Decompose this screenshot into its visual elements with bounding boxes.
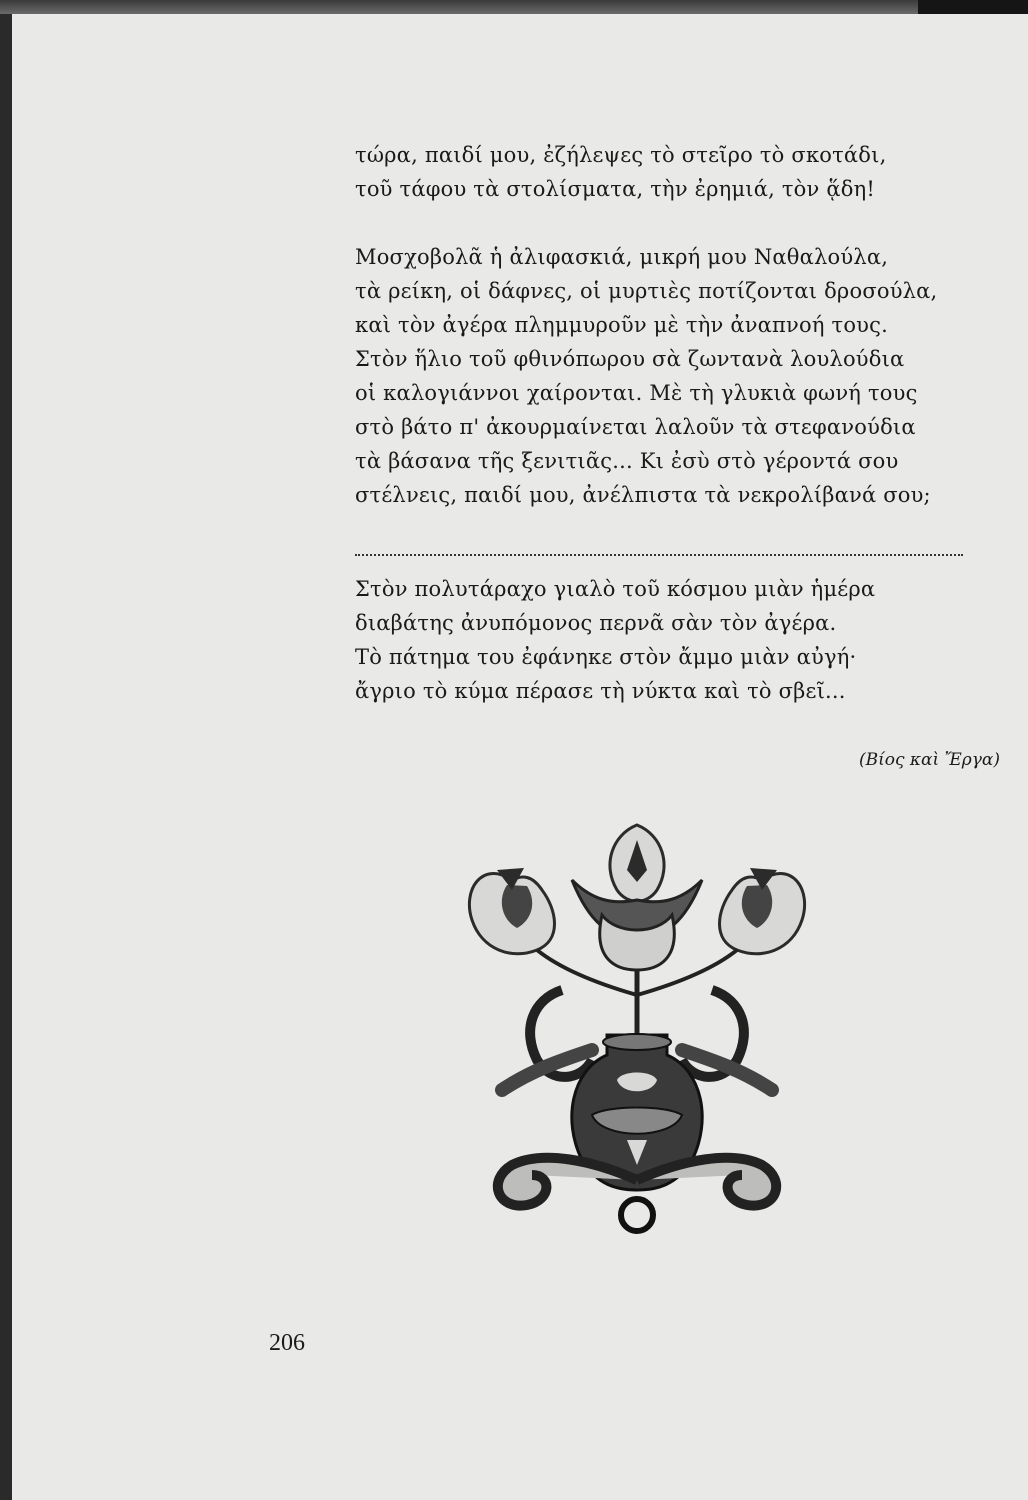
poem-line: ἄγριο τὸ κύμα πέρασε τὴ νύκτα καὶ τὸ σβεῖ... xyxy=(355,679,846,703)
poem-stanza-1 xyxy=(355,138,886,206)
scan-dark-corner xyxy=(918,0,1028,14)
poem-line: τώρα, παιδί μου, ἐζήλεψες τὸ στεῖρο τὸ σκοτάδι, xyxy=(355,143,887,167)
scan-top-edge xyxy=(0,0,1028,14)
poem-line: στέλνεις, παιδί μου, ἀνέλπιστα τὰ νεκρολίβανά σου; xyxy=(355,483,931,507)
poem-line: Στὸν πολυτάραχο γιαλὸ τοῦ κόσμου μιὰν ἡμέρα xyxy=(355,577,876,601)
poem-line: Τὸ πάτημα του ἐφάνηκε στὸν ἄμμο μιὰν αὐγή· xyxy=(355,645,857,669)
poem-line: διαβάτης ἀνυπόμονος περνᾶ σὰν τὸν ἀγέρα. xyxy=(355,611,837,635)
flower-vase-ornament-icon xyxy=(442,820,832,1244)
poem-line: Μοσχοβολᾶ ἡ ἀλιφασκιά, μικρή μου Ναθαλούλα, xyxy=(355,245,889,269)
page-number: 206 xyxy=(269,1330,305,1356)
source-citation: (Βίος καὶ Ἔργα) xyxy=(858,750,1000,770)
poem-line: στὸ βάτο π' ἀκουρμαίνεται λαλοῦν τὰ στεφανούδια xyxy=(355,415,916,439)
book-page xyxy=(12,14,1028,1500)
poem-line: τὰ ρείκη, οἱ δάφνες, οἱ μυρτιὲς ποτίζονται δροσούλα, xyxy=(355,279,938,303)
poem-line: καὶ τὸν ἀγέρα πλημμυροῦν μὲ τὴν ἀναπνοή τους. xyxy=(355,313,888,337)
elision-dotted-line xyxy=(355,554,963,558)
poem-stanza-3 xyxy=(355,572,875,708)
poem-line: τοῦ τάφου τὰ στολίσματα, τὴν ἐρημιά, τὸν ᾅδη! xyxy=(355,177,876,201)
poem-line: Στὸν ἥλιο τοῦ φθινόπωρου σὰ ζωντανὰ λουλούδια xyxy=(355,347,905,371)
poem-line: τὰ βάσανα τῆς ξενιτιᾶς... Κι ἐσὺ στὸ γέροντά σου xyxy=(355,449,899,473)
poem-stanza-2 xyxy=(355,240,937,512)
poem-line: οἱ καλογιάννοι χαίρονται. Μὲ τὴ γλυκιὰ φωνή τους xyxy=(355,381,918,405)
